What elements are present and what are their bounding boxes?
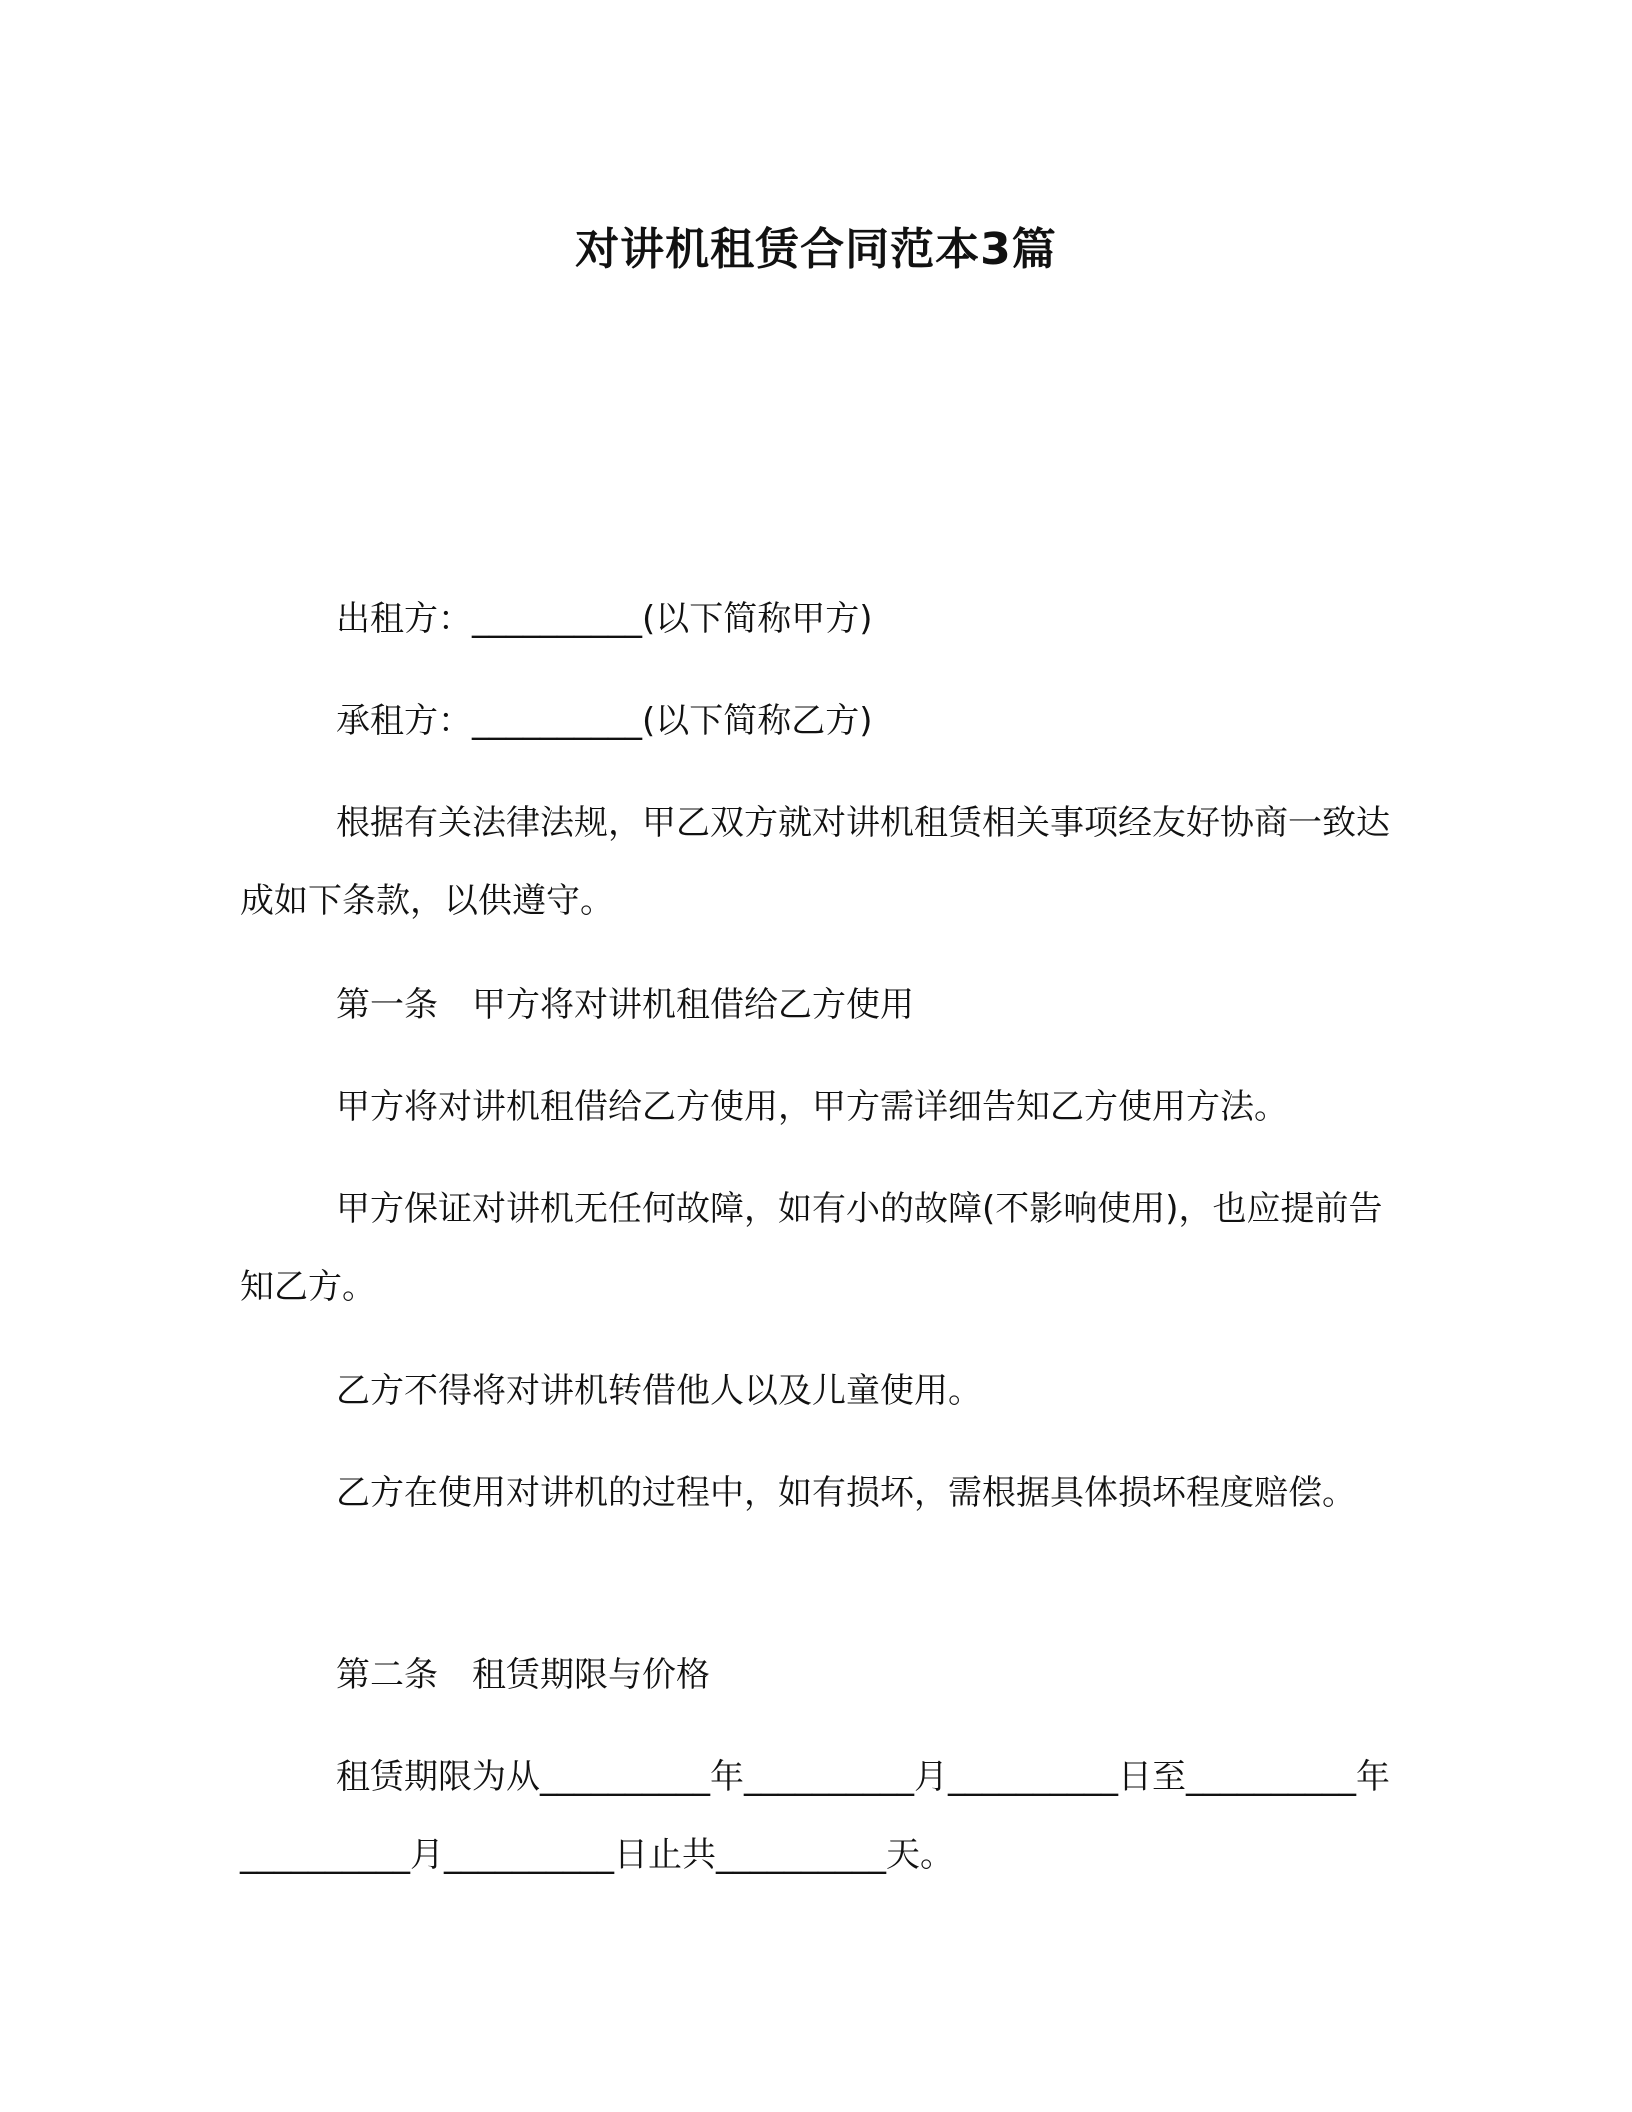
article-1-clause-4: 乙方在使用对讲机的过程中，如有损坏，需根据具体损坏程度赔偿。 [336,1473,1356,1513]
article-1-clause-1: 甲方将对讲机租借给乙方使用，甲方需详细告知乙方使用方法。 [336,1087,1288,1127]
article-1-clause-2: 甲方保证对讲机无任何故障，如有小的故障(不影响使用)，也应提前告知乙方。 [240,1189,1383,1307]
article-1-clause-3: 乙方不得将对讲机转借他人以及儿童使用。 [336,1371,982,1411]
preamble-paragraph: 根据有关法律法规，甲乙双方就对讲机租赁相关事项经友好协商一致达成如下条款，以供遵守。 [240,803,1390,921]
document-title: 对讲机租赁合同范本3篇 [575,224,1057,275]
lessor-line: 出租方：__________(以下简称甲方) [336,599,873,639]
lessee-line: 承租方：__________(以下简称乙方) [336,701,873,741]
article-2-lease-term: 租赁期限为从__________年__________月__________日至__________年__________月__________日止共__________天。 [240,1757,1390,1875]
article-1-heading: 第一条 甲方将对讲机租借给乙方使用 [336,985,914,1025]
article-2-heading: 第二条 租赁期限与价格 [336,1655,710,1695]
